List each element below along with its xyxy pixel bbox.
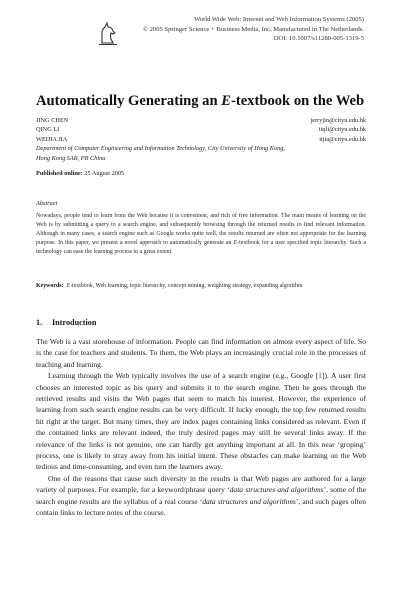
journal-name: World Wide Web: Internet and Web Information Systems (2005) <box>194 16 364 23</box>
author-name: JING CHEN <box>36 117 69 124</box>
affiliation: Department of Computer Engineering and Information Technology, City University of Hong Kong, Hong Kong SAR, PR China <box>36 145 286 162</box>
abstract-heading: Abstract <box>36 200 58 207</box>
paragraph: One of the reasons that cause such diversity in the results is that Web pages are authored for a large variety of purposes. For example, for a keyword/phrase query ‘data structures and algorithms’, some of the search engine results are the syllabus of a real course ‘data structures and algorithms’, and such pages often contain links to lecture notes of the course. <box>36 473 367 518</box>
paper-title: Automatically Generating an E-textbook on the Web <box>36 93 365 109</box>
published-date: Published online: 25 August 2005 <box>36 170 125 177</box>
author-row <box>36 116 366 125</box>
paragraph: Learning through the Web typically involves the use of a search engine (e.g., Google [1]). A user first chooses an interested topic as his query and submits it to the search engine. Then he goes through the retrieved results and visits the Web pages that seem to match his interest. However, the experience of learning from such search engine results can be very difficult. If lucky enough, the top few returned results hit right at the target. But many times, they are index pages containing links considered as relevant. Even if the contained links are relevant indeed, the truly desired pages may still be several links away. If the relevance of the links is not genuine, one can hardly get anything important at all. In this near ‘groping’ process, one is likely to stray away from his initial intent. These obstacles can make learning on the Web tedious and time-consuming, and even turn the learners away. <box>36 371 366 472</box>
author-row <box>36 135 366 144</box>
keywords: Keywords: E-textbook, Web learning, topic hierarchy, concept mining, weighting strategy, expanding algorithm <box>36 283 303 289</box>
author-email[interactable]: itjia@cityu.edu.hk <box>319 135 366 143</box>
springer-horse-logo-icon <box>98 21 118 47</box>
author-email[interactable]: jerryjin@cityu.edu.hk <box>310 117 366 124</box>
author-row <box>36 125 366 134</box>
journal-header <box>96 15 364 59</box>
author-email[interactable]: itqli@cityu.edu.hk <box>318 126 366 134</box>
section-heading: 1. Introduction <box>36 318 97 327</box>
abstract-text: Nowadays, people tend to learn from the Web because it is convenient, and rich of free information. The main means of learning on the Web is by submitting a query to a search engine, and subsequently browsing through the returned results to find relevant information. Although in many cases, a search engine such as Google works quite well, the results returned are often not appropriate for the learning purpose. In this paper, we present a novel approach to automatically generate an E-textbook for a user specified topic hierarchy. Such a technology can ease the learning process to a great extent. <box>36 213 366 255</box>
author-block <box>36 116 366 163</box>
citation-link[interactable]: 1 <box>318 371 322 381</box>
paragraph: The Web is a vast storehouse of information. People can find information on almost every aspect of life. So is the case for teachers and students. To them, the Web plays an increasingly crucial role in the processes of teaching and learning. <box>36 337 366 369</box>
keywords-label: Keywords: <box>36 283 64 289</box>
author-name: WEIJIA JIA <box>36 135 68 143</box>
body-text <box>36 336 366 519</box>
author-name: QING LI <box>36 126 60 134</box>
doi-link[interactable]: DOI: 10.1007/s11280-005-1319-5 <box>273 35 364 43</box>
copyright-line: © 2005 Springer Science + Business Media, Inc. Manufactured in The Netherlands. <box>142 25 364 33</box>
